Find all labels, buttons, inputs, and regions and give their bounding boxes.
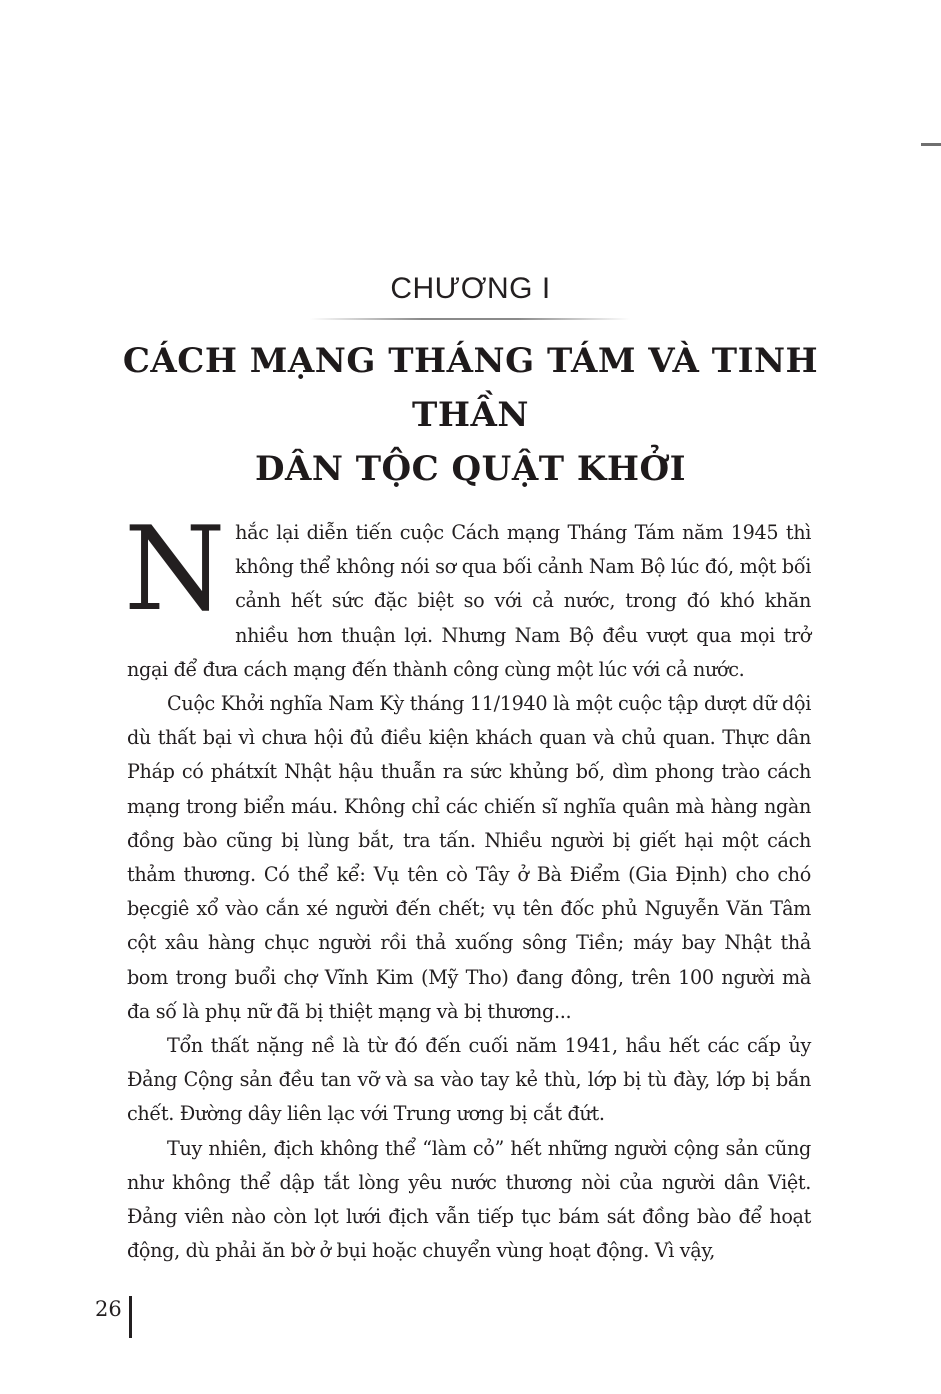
paragraph-3: Tổn thất nặng nề là từ đó đến cuối năm 1941, hầu hết các cấp ủy Đảng Cộng sản đều tan vỡ và sa vào tay kẻ thù, lớp bị tù đày, lớp bị bắn chết. Đường dây liên lạc với Trung ương bị cắt đứt. — [127, 1034, 811, 1126]
chapter-title — [60, 334, 881, 496]
drop-cap: N — [124, 502, 226, 637]
page-number-bar — [129, 1296, 132, 1338]
paragraph-2: Cuộc Khởi nghĩa Nam Kỳ tháng 11/1940 là một cuộc tập dượt dữ dội dù thất bại vì chưa hội đủ điều kiện khách quan và chủ quan. Thực dân Pháp có phátxít Nhật hậu thuẫn ra sức khủng bố, dìm phong trào cách mạng trong biển máu. Không chỉ các chiến sĩ nghĩa quân mà hàng ngàn đồng bào cũng bị lùng bắt, tra tấn. Nhiều người bị giết hại một cách thảm thương. Có thể kể: Vụ tên cò Tây ở Bà Điểm (Gia Định) cho chó bẹcgiê xổ vào cắn xé người đến chết; vụ tên đốc phủ Nguyễn Văn Tâm cột xâu hàng chục người rồi thả xuống sông Tiền; máy bay Nhật thả bom trong buổi chợ Vĩnh Kim (Mỹ Tho) đang đông, trên 100 người mà đa số là phụ nữ đã bị thiệt mạng và bị thương... — [127, 692, 811, 1023]
page-edge-mark — [921, 143, 941, 146]
page-number: 26 — [95, 1297, 122, 1321]
paragraph-1 — [124, 502, 811, 687]
paragraph-1-text: hắc lại diễn tiến cuộc Cách mạng Tháng Tám năm 1945 thì không thể không nói sơ qua bối cảnh Nam Bộ lúc đó, một bối cảnh hết sức đặc biệt so với cả nước, trong đó khó khăn nhiều hơn thuận lợi. Nhưng Nam Bộ đều vượt qua mọi trở ngại để đưa cách mạng đến thành công cùng một lúc với cả nước. — [127, 521, 811, 681]
chapter-divider — [310, 318, 630, 320]
body-text — [124, 502, 811, 1268]
chapter-title-line-2: DÂN TỘC QUẬT KHỞI — [254, 449, 687, 489]
chapter-label: CHƯƠNG I — [390, 272, 551, 305]
chapter-title-line-1: CÁCH MẠNG THÁNG TÁM VÀ TINH THẦN — [122, 341, 819, 435]
paragraph-4: Tuy nhiên, địch không thể “làm cỏ” hết những người cộng sản cũng như không thể dập tắt lòng yêu nước thương nòi của người dân Việt. Đảng viên nào còn lọt lưới địch vẫn tiếp tục bám sát đồng bào để hoạt động, dù phải ăn bờ ở bụi hoặc chuyển vùng hoạt động. Vì vậy, — [127, 1136, 811, 1263]
